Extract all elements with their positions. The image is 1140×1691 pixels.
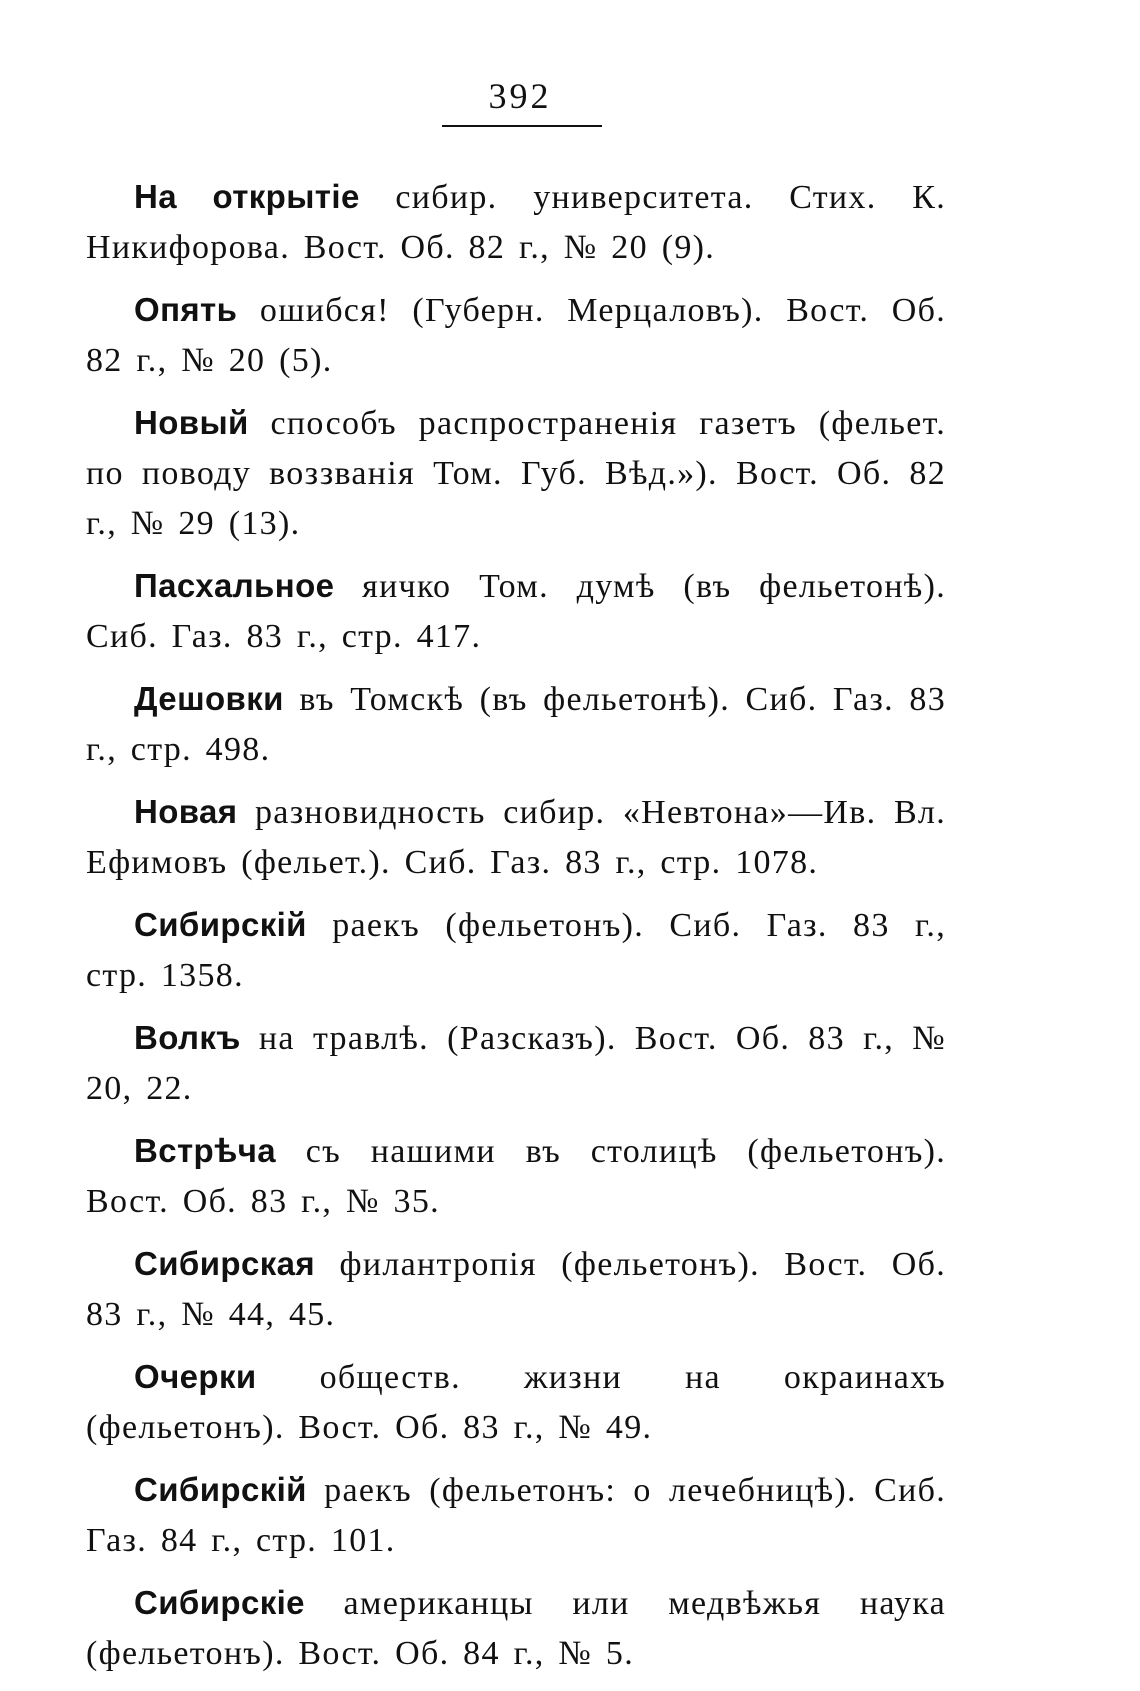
entry-heading: Волкъ	[134, 1019, 241, 1056]
entry-citation: въ Томскѣ (въ фельетонѣ). Сиб. Газ. 83 г., стр. 498.	[86, 681, 946, 768]
entry-citation: сибир. университета. Стих. К. Никифорова. Вост. Об. 82 г., № 20 (9).	[86, 179, 946, 266]
entry-heading: Новый	[134, 404, 249, 441]
entry-citation: филантропія (фельетонъ). Вост. Об. 83 г., № 44, 45.	[86, 1246, 946, 1333]
entry-heading: Встрѣча	[134, 1132, 277, 1169]
entry-heading: Сибирскій	[134, 1471, 307, 1508]
bibliography-list	[86, 172, 946, 1691]
entry-citation: съ нашими въ столицѣ (фельетонъ). Вост. Об. 83 г., № 35.	[86, 1133, 946, 1220]
entry-heading: Дешовки	[134, 680, 284, 717]
entry-heading: На открытіе	[134, 178, 360, 215]
entry-citation: раекъ (фельетонъ). Сиб. Газ. 83 г., стр. 1358.	[86, 907, 946, 994]
page-number-rule	[442, 125, 602, 127]
entry-citation: обществ. жизни на окраинахъ (фельетонъ). Вост. Об. 83 г., № 49.	[86, 1359, 946, 1446]
entry-heading: Сибирская	[134, 1245, 316, 1282]
entry-citation: разновидность сибир. «Невтона»—Ив. Вл. Ефимовъ (фельет.). Сиб. Газ. 83 г., стр. 1078.	[86, 794, 946, 881]
bibliography-entry	[86, 1013, 946, 1114]
entry-citation: американцы или медвѣжья наука (фельетонъ). Вост. Об. 84 г., № 5.	[86, 1585, 946, 1672]
bibliography-entry	[86, 285, 946, 386]
entry-citation: на травлѣ. (Разсказъ). Вост. Об. 83 г., № 20, 22.	[86, 1020, 946, 1107]
entry-citation: раекъ (фельетонъ: о лечебницѣ). Сиб. Газ. 84 г., стр. 101.	[86, 1472, 946, 1559]
bibliography-entry	[86, 398, 946, 549]
bibliography-entry	[86, 172, 946, 273]
bibliography-entry	[86, 1126, 946, 1227]
entry-citation: способъ распространенія газетъ (фельет. по поводу воззванія Том. Губ. Вѣд.»). Вост. Об. 82 г., № 29 (13).	[86, 405, 946, 542]
entry-citation: ошибся! (Губерн. Мерцаловъ). Вост. Об. 82 г., № 20 (5).	[86, 292, 946, 379]
bibliography-entry	[86, 1352, 946, 1453]
bibliography-entry	[86, 674, 946, 775]
entry-heading: Сибирскіе	[134, 1584, 305, 1621]
page-number: 392	[488, 76, 552, 116]
entry-heading: Сибирскій	[134, 906, 307, 943]
entry-heading: Пасхальное	[134, 567, 335, 604]
entry-citation: яичко Том. думѣ (въ фельетонѣ). Сиб. Газ. 83 г., стр. 417.	[86, 568, 946, 655]
entry-heading: Очерки	[134, 1358, 257, 1395]
bibliography-entry	[86, 561, 946, 662]
bibliography-entry	[86, 787, 946, 888]
entry-heading: Опять	[134, 291, 238, 328]
entry-heading: Новая	[134, 793, 238, 830]
bibliography-entry	[86, 1239, 946, 1340]
bibliography-entry	[86, 1465, 946, 1566]
bibliography-entry	[86, 900, 946, 1001]
